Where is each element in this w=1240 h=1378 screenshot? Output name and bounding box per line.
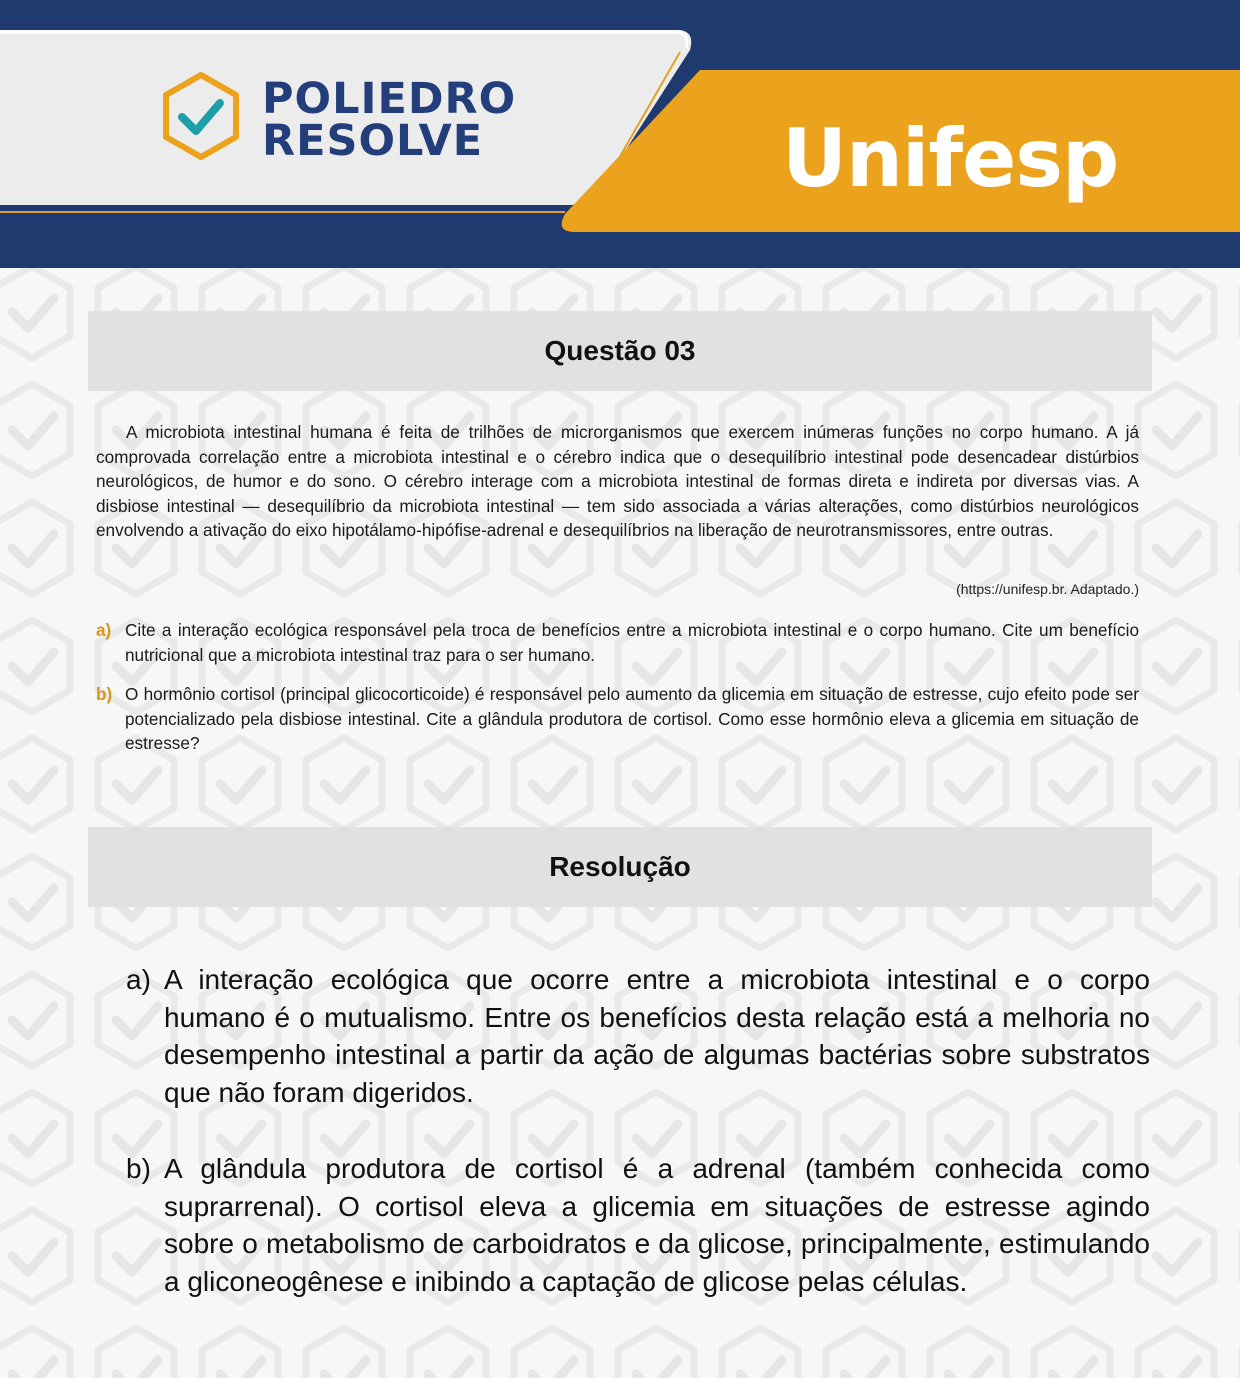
resolution-item-letter: a) xyxy=(126,964,151,995)
resolution-item-a xyxy=(126,961,1150,1111)
question-item-letter: a) xyxy=(96,620,112,640)
question-header-bar xyxy=(88,311,1152,391)
resolution-title: Resolução xyxy=(549,851,691,882)
resolution-item-text: A glândula produtora de cortisol é a adrenal (também conhecida como suprarrenal). O cortisol eleva a glicemia em situações de estresse agindo sobre o metabolismo de carboidratos e da glicose, principalmente, estimulando a gliconeogênese e inibindo a captação de glicose pelas células. xyxy=(164,1153,1150,1297)
question-item-text: O hormônio cortisol (principal glicocorticoide) é responsável pelo aumento da glicemia em situação de estresse, cujo efeito pode ser potencializado pela disbiose intestinal. Cite a glândula produtora de cortisol. Como esse hormônio eleva a glicemia em situação de estresse? xyxy=(125,684,1139,754)
header-banner xyxy=(0,0,1240,268)
question-paragraph: A microbiota intestinal humana é feita de trilhões de microrganismos que exercem inúmeras funções no corpo humano. A já comprovada correlação entre a microbiota intestinal e o cérebro indica que o desequilíbrio intestinal pode desencadear distúrbios neurológicos, de humor e do sono. O cérebro interage com a microbiota intestinal de formas direta e indireta por diversas vias. A disbiose intestinal — desequilíbrio da microbiota intestinal — tem sido associada a várias alterações, como distúrbios neurológicos envolvendo a ativação do eixo hipotálamo-hipófise-adrenal e desequilíbrios na liberação de neurotransmissores, entre outras. xyxy=(96,422,1139,541)
question-source: (https://unifesp.br. Adaptado.) xyxy=(956,581,1139,597)
resolution-item-b xyxy=(126,1150,1150,1300)
checkmark-hexagon-logo-icon xyxy=(158,70,244,162)
question-title: Questão 03 xyxy=(544,335,696,366)
question-item-text: Cite a interação ecológica responsável pela troca de benefícios entre a microbiota intestinal e o corpo humano. Cite um benefício nutricional que a microbiota intestinal traz para o ser humano. xyxy=(125,620,1139,665)
question-item-letter: b) xyxy=(96,684,113,704)
resolution-item-text: A interação ecológica que ocorre entre a microbiota intestinal e o corpo humano é o mutualismo. Entre os benefícios desta relação está a melhoria no desempenho intestinal a partir da ação de algumas bactérias sobre substratos que não foram digeridos. xyxy=(164,964,1150,1108)
resolution-header-bar xyxy=(88,827,1152,907)
question-item-a xyxy=(96,618,1139,667)
exam-name: Unifesp xyxy=(782,112,1119,205)
resolution-item-letter: b) xyxy=(126,1153,151,1184)
brand-name-line2: RESOLVE xyxy=(262,116,484,166)
brand-name-line1: POLIEDRO xyxy=(262,74,517,124)
question-item-b xyxy=(96,682,1139,756)
question-text-block xyxy=(96,420,1139,543)
